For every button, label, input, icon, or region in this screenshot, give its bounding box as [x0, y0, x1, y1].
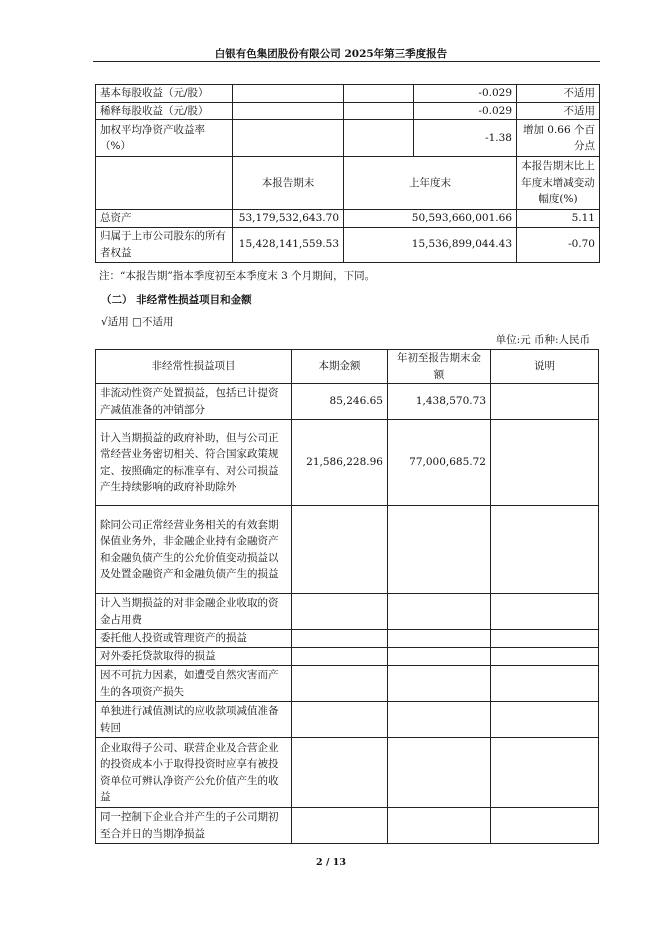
header-current: 本报告期末	[233, 157, 344, 210]
header-current: 本期金额	[292, 350, 388, 384]
note-cell	[491, 420, 599, 506]
unit-label: 单位:元 币种:人民币	[495, 334, 590, 346]
current-cell: 15,428,141,559.53	[233, 227, 344, 262]
item-cell: 非流动性资产处置损益，包括已计提资产减值准备的冲销部分	[96, 384, 292, 420]
table-row	[96, 102, 600, 120]
header-divider	[93, 61, 600, 62]
change-cell: 5.11	[517, 210, 600, 228]
ytd-cell	[388, 648, 491, 666]
current-cell	[292, 648, 388, 666]
table-header-row	[96, 157, 600, 210]
current-cell	[292, 666, 388, 702]
financial-summary-table	[95, 84, 600, 263]
table-row	[96, 506, 599, 594]
value-cell: -1.38	[414, 120, 517, 157]
table-row	[96, 420, 599, 506]
item-cell: 单独进行减值测试的应收款项减值准备转回	[96, 702, 292, 738]
header-note: 说明	[491, 350, 599, 384]
item-cell: 除同公司正常经营业务相关的有效套期保值业务外，非金融企业持有金融资产和金融负债产生的公允价值变动损益以及处置金融资产和金融负债产生的损益	[96, 506, 292, 594]
item-cell: 委托他人投资或管理资产的损益	[96, 630, 292, 648]
item-cell: 因不可抗力因素，如遭受自然灾害而产生的各项资产损失	[96, 666, 292, 702]
header-item: 非经常性损益项目	[96, 350, 292, 384]
note-cell	[491, 738, 599, 808]
item-cell: 计入当期损益的政府补助，但与公司正常经营业务密切相关、符合国家政策规定、按照确定的标准享有、对公司损益产生持续影响的政府补助除外	[96, 420, 292, 506]
table-header-row	[96, 350, 599, 384]
value-cell: -0.029	[414, 85, 517, 103]
section-title: （二） 非经常性损益项目和金额	[101, 294, 252, 306]
last-year-cell: 50,593,660,001.66	[344, 210, 517, 228]
ytd-cell: 77,000,685.72	[388, 420, 491, 506]
table-row	[96, 210, 600, 228]
value-cell: -0.029	[414, 102, 517, 120]
note-cell	[491, 666, 599, 702]
ytd-cell	[388, 666, 491, 702]
note-cell	[491, 630, 599, 648]
table-row	[96, 85, 600, 103]
row-label: 基本每股收益（元/股）	[96, 85, 233, 103]
current-cell: 21,586,228.96	[292, 420, 388, 506]
table-row	[96, 738, 599, 808]
table-row	[96, 630, 599, 648]
page-number: 2 / 13	[316, 857, 346, 868]
current-cell: 85,246.65	[292, 384, 388, 420]
last-year-cell: 15,536,899,044.43	[344, 227, 517, 262]
current-cell	[292, 594, 388, 630]
row-label: 归属于上市公司股东的所有者权益	[96, 227, 233, 262]
table-note: 注：“本报告期”指本季度初至本季度末 3 个月期间，下同。	[99, 270, 376, 282]
header-change: 本报告期末比上年度末增减变动幅度(%)	[517, 157, 600, 210]
ytd-cell	[388, 506, 491, 594]
item-cell: 同一控制下企业合并产生的子公司期初至合并日的当期净损益	[96, 808, 292, 844]
note-cell	[491, 702, 599, 738]
current-cell: 53,179,532,643.70	[233, 210, 344, 228]
current-cell	[292, 738, 388, 808]
ytd-cell: 1,438,570.73	[388, 384, 491, 420]
current-cell	[292, 630, 388, 648]
header-ytd: 年初至报告期末金额	[388, 350, 491, 384]
ytd-cell	[388, 808, 491, 844]
change-cell: 增加 0.66 个百分点	[517, 120, 600, 157]
ytd-cell	[388, 594, 491, 630]
table-row	[96, 120, 600, 157]
table-row	[96, 808, 599, 844]
applicability-checkbox-text: √适用 □不适用	[101, 316, 174, 328]
note-cell	[491, 648, 599, 666]
item-cell: 计入当期损益的对非金融企业收取的资金占用费	[96, 594, 292, 630]
non-recurring-items-table	[95, 349, 599, 844]
table-row	[96, 384, 599, 420]
table-row	[96, 648, 599, 666]
change-cell: -0.70	[517, 227, 600, 262]
change-cell: 不适用	[517, 102, 600, 120]
note-cell	[491, 808, 599, 844]
ytd-cell	[388, 738, 491, 808]
header-last-year: 上年度末	[344, 157, 517, 210]
change-cell: 不适用	[517, 85, 600, 103]
table-row	[96, 594, 599, 630]
ytd-cell	[388, 702, 491, 738]
table-row	[96, 702, 599, 738]
current-cell	[292, 808, 388, 844]
row-label: 稀释每股收益（元/股）	[96, 102, 233, 120]
current-cell	[292, 702, 388, 738]
row-label: 总资产	[96, 210, 233, 228]
table-row	[96, 227, 600, 262]
ytd-cell	[388, 630, 491, 648]
note-cell	[491, 594, 599, 630]
current-cell	[292, 506, 388, 594]
table-row	[96, 666, 599, 702]
row-label: 加权平均净资产收益率（%）	[96, 120, 233, 157]
page-header: 白银有色集团股份有限公司 2025年第三季度报告	[214, 48, 448, 60]
note-cell	[491, 506, 599, 594]
item-cell: 企业取得子公司、联营企业及合营企业的投资成本小于取得投资时应享有被投资单位可辨认净资产公允价值产生的收益	[96, 738, 292, 808]
note-cell	[491, 384, 599, 420]
item-cell: 对外委托贷款取得的损益	[96, 648, 292, 666]
